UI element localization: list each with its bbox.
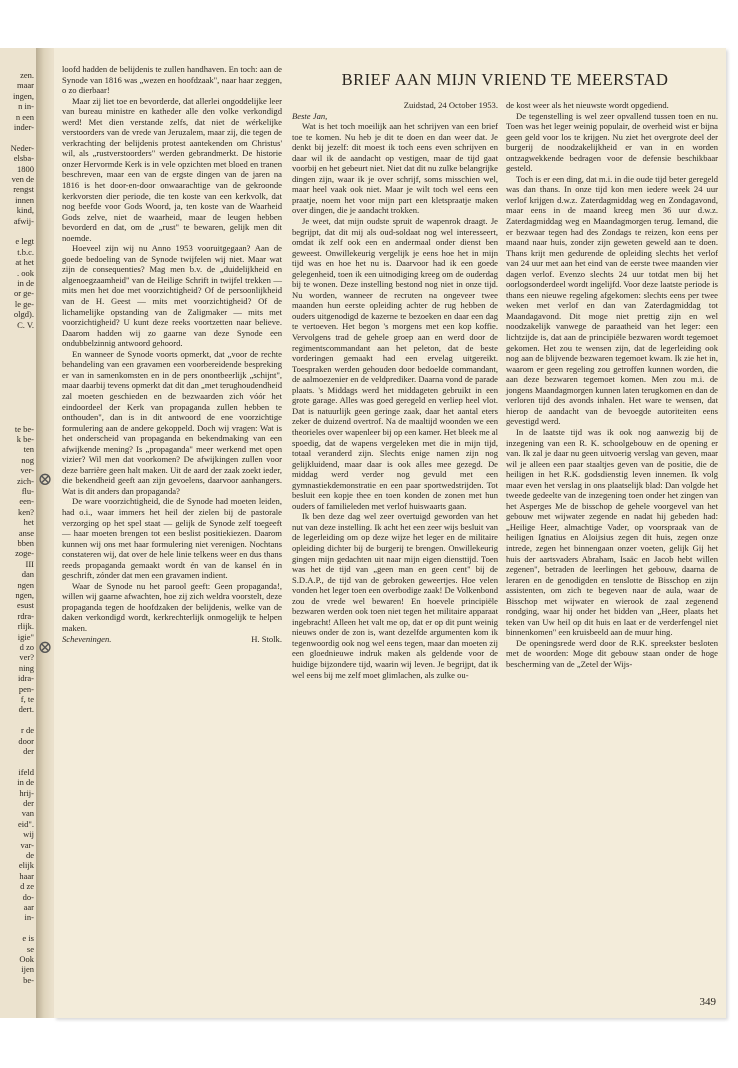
salutation: Beste Jan, (292, 110, 328, 121)
left-page-fragment: zoge- (15, 548, 34, 559)
left-page-fragment: le ge- (14, 298, 34, 309)
left-page-fragment: rengst (13, 184, 34, 195)
left-page-fragment: d ze (20, 881, 34, 892)
paragraph: Je weet, dat mijn oudste spruit de wapenrok draagt. Je begrijpt, dat dit mij als oud-soldaat nog wel interesseert, omdat ik zelf ook een en andermaal onder dienst ben geweest. Onwillekeurig vergelijk je eens hoe het in mijn tijd was en hoe het nu is. Daarvoor had ik een goede gelegenheid, toen ik een uitnodiging kreeg om de ouderdag bij te wonen. Deze instelling bestond nog niet in onze tijd. Nu worden, wanneer de recruten na ongeveer twee maanden hun eerste opleiding achter de rug hebben de ouders uitgenodigd de kazerne te bezoeken en daar een dag te vertoeven. Het begon 's morgens met een kop koffie. Vervolgens trad de gehele groep aan en werd door de regimentscommandant aan het peleton, dat de beste vorderingen gemaakt had een ervelag uitgereikt. Toespraken werden gehouden door bedoelde commandant, de aalmoezenier en de veldprediker. Daarna vond de parade plaats. 's Middags werd het middageten gebruikt in een grote garage. Alles was goed geregeld en verliep heel vlot. Dat is natuurlijk geen geringe zaak, daar het aantal eters zeker de duizend overtrof. Na de maaltijd woonden we een theorieles over wapenleer bij op een kamer. Het bleek me al spoedig, dat de wapens vergeleken met die in mijn tijd, totaal veranderd zijn. Slechts enige namen zijn nog gelijkluidend, maar daar is ook alles mee gezegd. De middag werd verder nog gevuld met een gymnastiekdemonstratie en een paar sportwedstrijden. Tot besluit een kopje thee en toen konden de zonen met hun ouders of familieleden met verlof huiswaarts gaan. (292, 216, 498, 511)
left-page-fragment: se (26, 943, 34, 954)
left-page-fragment: eid". (18, 818, 34, 829)
left-page-fragment: t.b.c. (17, 246, 34, 257)
paragraph: De ware voorzichtigheid, die de Synode had moeten leiden, had o.i., waar immers het heil der zielen bij de pastorale verzorging op het spel staat — gelijk de Synode zelf toegeeft — haar moeten brengen tot een beslist positiekiezen. Daarom kunnen wij ons met haar formulering niet verenigen. Nochtans constateren wij, dat over de hele linie telkens weer en dus thans reeds propaganda gemaakt wordt én van de kansel én in geschrift, zónder dat men een gravamen indient. (62, 496, 282, 581)
left-page-fragment: door (18, 735, 34, 746)
left-page-fragment: 1800 (17, 163, 34, 174)
left-page-fragment: in- (24, 912, 34, 923)
paragraph: Maar zij liet toe en bevorderde, dat allerlei ongoddelijke leer van bureau ministre en katheder alle den volke verkondigd werd! Met dien verstande zelfs, dat niet de wérkelijke verstoorders van de vrede van Jeruzalem, maar zij, die tegen de verkrachting der belijdenis protest aantekenden om Christus' wil, als „rustverstoorders" werden gebrandmerkt. De historie onzer Hervormde Kerk is in vele opzichten met bloed en tranen beschreven, maar een van de ergste dingen van de jaren na 1816 is het door-en-door onwaarachtige van de gekroonde kerkvorsten dier periode, die ten koste van een kerkvolk, dat nog beefde voor Gods Woord, ja, ten koste van de Waarheid Gods zelve, niet de waarheid, maar de leugen hebben bevorderd en dat, om de „rust" te bewaren, gelijk men dit noemde. (62, 95, 282, 243)
left-page-fragment: in de (17, 278, 34, 288)
left-page-fragment: do- (22, 891, 34, 902)
left-page-fragment: dan (21, 569, 34, 580)
left-page-fragment: rdra- (17, 610, 34, 621)
left-page-fragment: van (21, 808, 34, 819)
paragraph: De tegenstelling is wel zeer opvallend tussen toen en nu. Toen was het leger weinig populair, de overheid wist er bijna geen geld voor los te krijgen. Nu ziet het overgrote deel der burgerij de noodzakelijkheid er van in en worden ontzagwekkende bedragen voor de defensie beschikbaar gesteld. (506, 110, 718, 174)
left-page-fragment: var- (20, 839, 34, 850)
left-page-fragment: de (25, 850, 34, 860)
left-page-fragment: igie" (17, 631, 34, 642)
document-page (54, 48, 726, 1018)
left-page-fragment: Neder- (10, 142, 34, 153)
left-page-fragment: r de (21, 725, 34, 736)
left-page-fragment: anse (18, 527, 34, 538)
left-page-fragment: ingen, (12, 90, 34, 101)
signature-author: H. Stolk. (251, 633, 282, 644)
left-page-fragment: k be- (16, 434, 34, 444)
signature-place: Scheveningen. (62, 633, 112, 644)
left-page-fragment: flu- (21, 486, 34, 496)
article-title: BRIEF AAN MIJN VRIEND TE MEERSTAD (341, 70, 669, 89)
left-page-fragment: inder- (13, 122, 34, 132)
left-page-fragment: in de (17, 777, 34, 788)
left-page-fragment: ijen (21, 964, 34, 975)
left-page-fragment: e legt (15, 236, 34, 247)
paragraph: loofd hadden de belijdenis te zullen handhaven. En toch: aan de Synode van 1816 was „wezen en hoofdzaak", naar haar zeggen, o zo dierbaar! (62, 64, 282, 96)
column-left (62, 64, 282, 644)
left-page-fragment: der (23, 798, 34, 808)
left-page-fragment: olgd). (13, 309, 34, 320)
left-page-fragment: idra- (17, 673, 34, 684)
left-page-fragment: innen (15, 194, 34, 205)
left-page-fragment: bben (17, 538, 34, 548)
paragraph: Hoeveel zijn wij nu Anno 1953 vooruitgegaan? Aan de goede bedoeling van de Synode twijfelen wij niet. Maar wat zijn de consequenties? Mag men b.v. de „duidelijkheid en algenoegzaamheid" van de Heilige Schrift in twijfel trekken — mits men het doe met voorzichtigheid? Of de persoonlijkheid van de H. Geest — mits met voorzichtigheid? Of de lichamelijke opstanding van de Zaligmaker — mits met voorzichtigheid? U kunt deze reeks voortzetten naar believe. Daarom hadden wij zo gaarne van deze Synode een ondubbelzinnig antwoord gehoord. (62, 243, 282, 349)
paragraph: Wat is het toch moeilijk aan het schrijven van een brief toe te komen. Nu heb je dit te doen en dan weer dat. Je denkt bij jezelf: dit moest ik toch eens even schrijven en daar wil ik de aandacht op vestigen, maar de tijd gaat voorbij en het gebeurt niet. Niet dat dit nu zulke belangrijke dingen zijn, waar ik je over schrijf, soms misschien wel, maar heel vaak ook niet. Maar je wilt toch wel eens een praatje, noem het voor mijn part een kletspraatje maken over dingen, die je aandacht trokken. (292, 121, 498, 216)
column-middle-body (292, 121, 498, 680)
left-page-edge (0, 48, 37, 1018)
left-page-fragment: pen- (18, 683, 34, 694)
left-page-fragment: elsba- (13, 153, 34, 164)
left-page-fragment: ver- (20, 465, 34, 476)
left-page-fragment: haar (19, 870, 34, 881)
paragraph: Ik ben deze dag wel zeer overtuigd geworden van het nut van deze instelling. Ik acht het een zeer wijs besluit van de legerleiding om op deze wijze het leger en de militaire opleiding dichter bij de burgerij te brengen. Onwillekeurig gingen mijn gedachten uit naar mijn eigen diensttijd. Toen was het de tijd van „geen man en geen cent" bij de S.D.A.P., de tijd van de gebroken geweertjes. Hoe velen vonden het leger toen een overbodige zaak! De Volkenbond zou de vrede wel bewaren! En hoevele principiële bezwaren werden ook toen niet tegen het militaire apparaat ingebracht! Alleen het valt me op, dat er op dit punt weinig nieuws onder de zon is, want dezelfde argumenten kom ik tegenwoordig ook nog wel eens tegen, maar dan moeten zij een gloednieuwe indruk maken als geldende voor de huidige bijzondere tijd, waarin wij leven. Je begrijpt, dat ik wel eens bij me zelf moet glimlachen, als zulke ou- (292, 511, 498, 680)
left-page-fragment: C. V. (17, 319, 34, 330)
paragraph: Waar de Synode nu het parool geeft: Geen propaganda!, willen wij gaarne afwachten, hoe zij zich weldra voorstelt, deze propaganda tegen de hoofdzaken der belijdenis, welke van de daken verkondigd wordt, kerkrechterlijk onmogelijk te helpen maken. (62, 580, 282, 633)
book-spine (36, 48, 56, 1018)
left-page-fragment: III (25, 558, 34, 569)
left-page-fragment: ver? (19, 652, 34, 663)
left-page-fragment: ken? (17, 506, 34, 517)
left-page-fragment: ngen (17, 579, 34, 590)
left-page-fragment: e is (22, 933, 34, 944)
left-page-fragment: ning (18, 662, 34, 673)
left-page-fragment: n in- (18, 101, 34, 112)
binding-ring-icon: ⊗ (37, 637, 53, 657)
binding-ring-icon: ⊗ (37, 469, 53, 489)
left-page-fragment: aar (23, 902, 34, 912)
signature-line (62, 634, 282, 645)
left-page-fragment: dert. (18, 704, 34, 715)
paragraph: de kost weer als het nieuwste wordt opgediend. (506, 100, 669, 110)
paragraph: En wanneer de Synode voorts opmerkt, dat „voor de rechte behandeling van een gravamen een voorbereidende bespreking er van in samenkomsten en in de pers onontbeerlijk „schijnt", maar daarbij tevens opmerkt dat dit dan „met terughoudendheid zal moeten geschieden en de bezwaarden zich vóór het eindoordeel der Kerk van propaganda zullen hebben te onthouden", dan is in dit antwoord de ene voorzichtige formulering aan de andere gekoppeld. Doch wij vragen: Wat is het onderscheid van propaganda en bekendmaking van een afwijkende mening? Is „propaganda" meer werkend met open vizier? Wil men dat voorkomen? De afwijkingen zullen voor deze barrière geen halt maken. Uit de aard der zaak zoekt ieder, die bekendheid geeft aan zijn gevoelens, daarvoor aanhangers. Wat is dit anders dan propaganda? (62, 348, 282, 496)
page-number: 349 (699, 996, 716, 1008)
left-page-fragment: ten (23, 444, 34, 455)
left-page-fragment: Ook (19, 954, 34, 964)
dateline: Zuidstad, 24 October 1953. (403, 100, 498, 110)
left-page-fragment: be- (23, 974, 34, 985)
left-page-fragment: at het (15, 257, 34, 268)
left-page-fragment: kind, (16, 205, 34, 216)
left-page-fragment: wij (23, 829, 34, 840)
left-page-fragment: een- (19, 496, 34, 507)
left-page-fragment: d zo (19, 642, 34, 652)
left-page-fragment: ven de (11, 174, 34, 184)
left-page-fragment: n een (15, 111, 34, 122)
left-page-fragment: ngen, (15, 590, 34, 600)
left-page-fragment: . ook (17, 267, 34, 278)
left-page-fragment: ifeld (18, 766, 34, 777)
left-page-fragment: f, te (20, 694, 34, 704)
left-page-fragment: or ge- (13, 288, 34, 299)
left-page-fragment: hrij- (19, 787, 34, 798)
left-page-fragment: afwij- (13, 215, 34, 226)
paragraph: In de laatste tijd was ik ook nog aanwezig bij de inzegening van een R. K. schoolgebouw en de opening er van. Ik zal je daar nu geen uitvoerig verslag van geven, maar wil je alleen een paar staaltjes geven van de positie, die de heiligen in het R.K. godsdienstig leven innemen. Ik volg maar even het verslag in ons plaatselijk blad: Dan volgde het tweede gedeelte van de inzegening toen onder het zingen van het Asperges Me de bisschop de gehele voorgevel van het gebouw met wijwater zegende en nadat hij gebeden had: „Heilige Heer, almachtige Vader, op voorspraak van de heiligen Ignatius en Aloijsius zegen dit huis, zegen onze intrede, zegen het binnengaan onzer voeten, gelijk Gij het huis der aartsvaders Abraham, Isaäc en Jacob hebt willen zegenen", betraden de leerlingen het gebouw, daarna de leraren en de genodigden en tenslotte de Bisschop en zijn assistenten, om zich te begeven naar de aula, waar de Bisschop met wijwater en wierook de zaal zegenend rondging, waar hij onder het bidden van „Heer, plaats het teken van Uw heil op dit huis en laat er de verderfengel niet binnenkomen" een kruisbeeld aan de muur hing. (506, 426, 718, 638)
left-page-fragment: zen. (20, 70, 34, 80)
left-page-fragment: het (23, 517, 34, 528)
column-middle (292, 100, 498, 680)
left-page-fragment: zich- (17, 475, 34, 486)
left-page-fragment: rlijk. (17, 621, 34, 632)
left-page-fragment: te be- (14, 423, 34, 434)
left-page-fragment: nog (21, 454, 34, 465)
left-page-fragment: maar (17, 80, 34, 91)
paragraph: Toch is er een ding, dat m.i. in die oude tijd beter geregeld was dan thans. In onze tijd kon men iedere week 24 uur verlof krijgen d.w.z. Zaterdagmiddag weg en Zondagavond, maar eens in de maand kreeg men 36 uur d.w.z. Zaterdagmiddag weg en Maandagmorgen terug. Iemand, die er bezwaar tegen had des Zondags te reizen, kon eens per maand naar huis, zonder zijn geweten geweld aan te doen. Thans krijt men gedurende de opleiding slechts het verlof van 24 uur met aan het eind van de eerste twee maanden vier dagen verlof. Evenzo slechts 24 uur totdat men bij het oorlogsonderdeel wordt ingelijfd. Voor deze laatste periode is thans een nieuwe regeling afgekomen: slechts eens per twee weken met verlof en dan van Zaterdagmiddag tot Maandagavond. Dit moge niet prettig zijn en wel noodzakelijk vanwege de paraatheid van het leger: een lichtzijde is, dat aan de principiële bezwaren wordt tegemoet gekomen. Het zou te wensen zijn, dat de legerleiding ook nog aan de blijvende bezwaren tegemoet kwam. Ik zie het in, waarom er geen regeling zou getroffen kunnen worden, die aan deze bezwaren tegemoet komen. Men zou m.i. de jongens Maandagmorgen kunnen laten terugkomen en dan de verloren tijd des avonds inhalen. Het ware te wensen, dat hierop de aandacht van de bevoegde autoriteiten eens gevestigd werd. (506, 173, 718, 427)
left-page-fragment: esust (17, 600, 34, 611)
paragraph: De openingsrede werd door de R.K. spreekster besloten met de woorden: Moge dit gebouw staan onder de hoge bescherming van de „Zetel der Wijs- (506, 637, 718, 669)
left-page-fragment: der (23, 746, 34, 756)
column-right (506, 100, 718, 670)
left-page-fragment: elijk (18, 860, 34, 871)
